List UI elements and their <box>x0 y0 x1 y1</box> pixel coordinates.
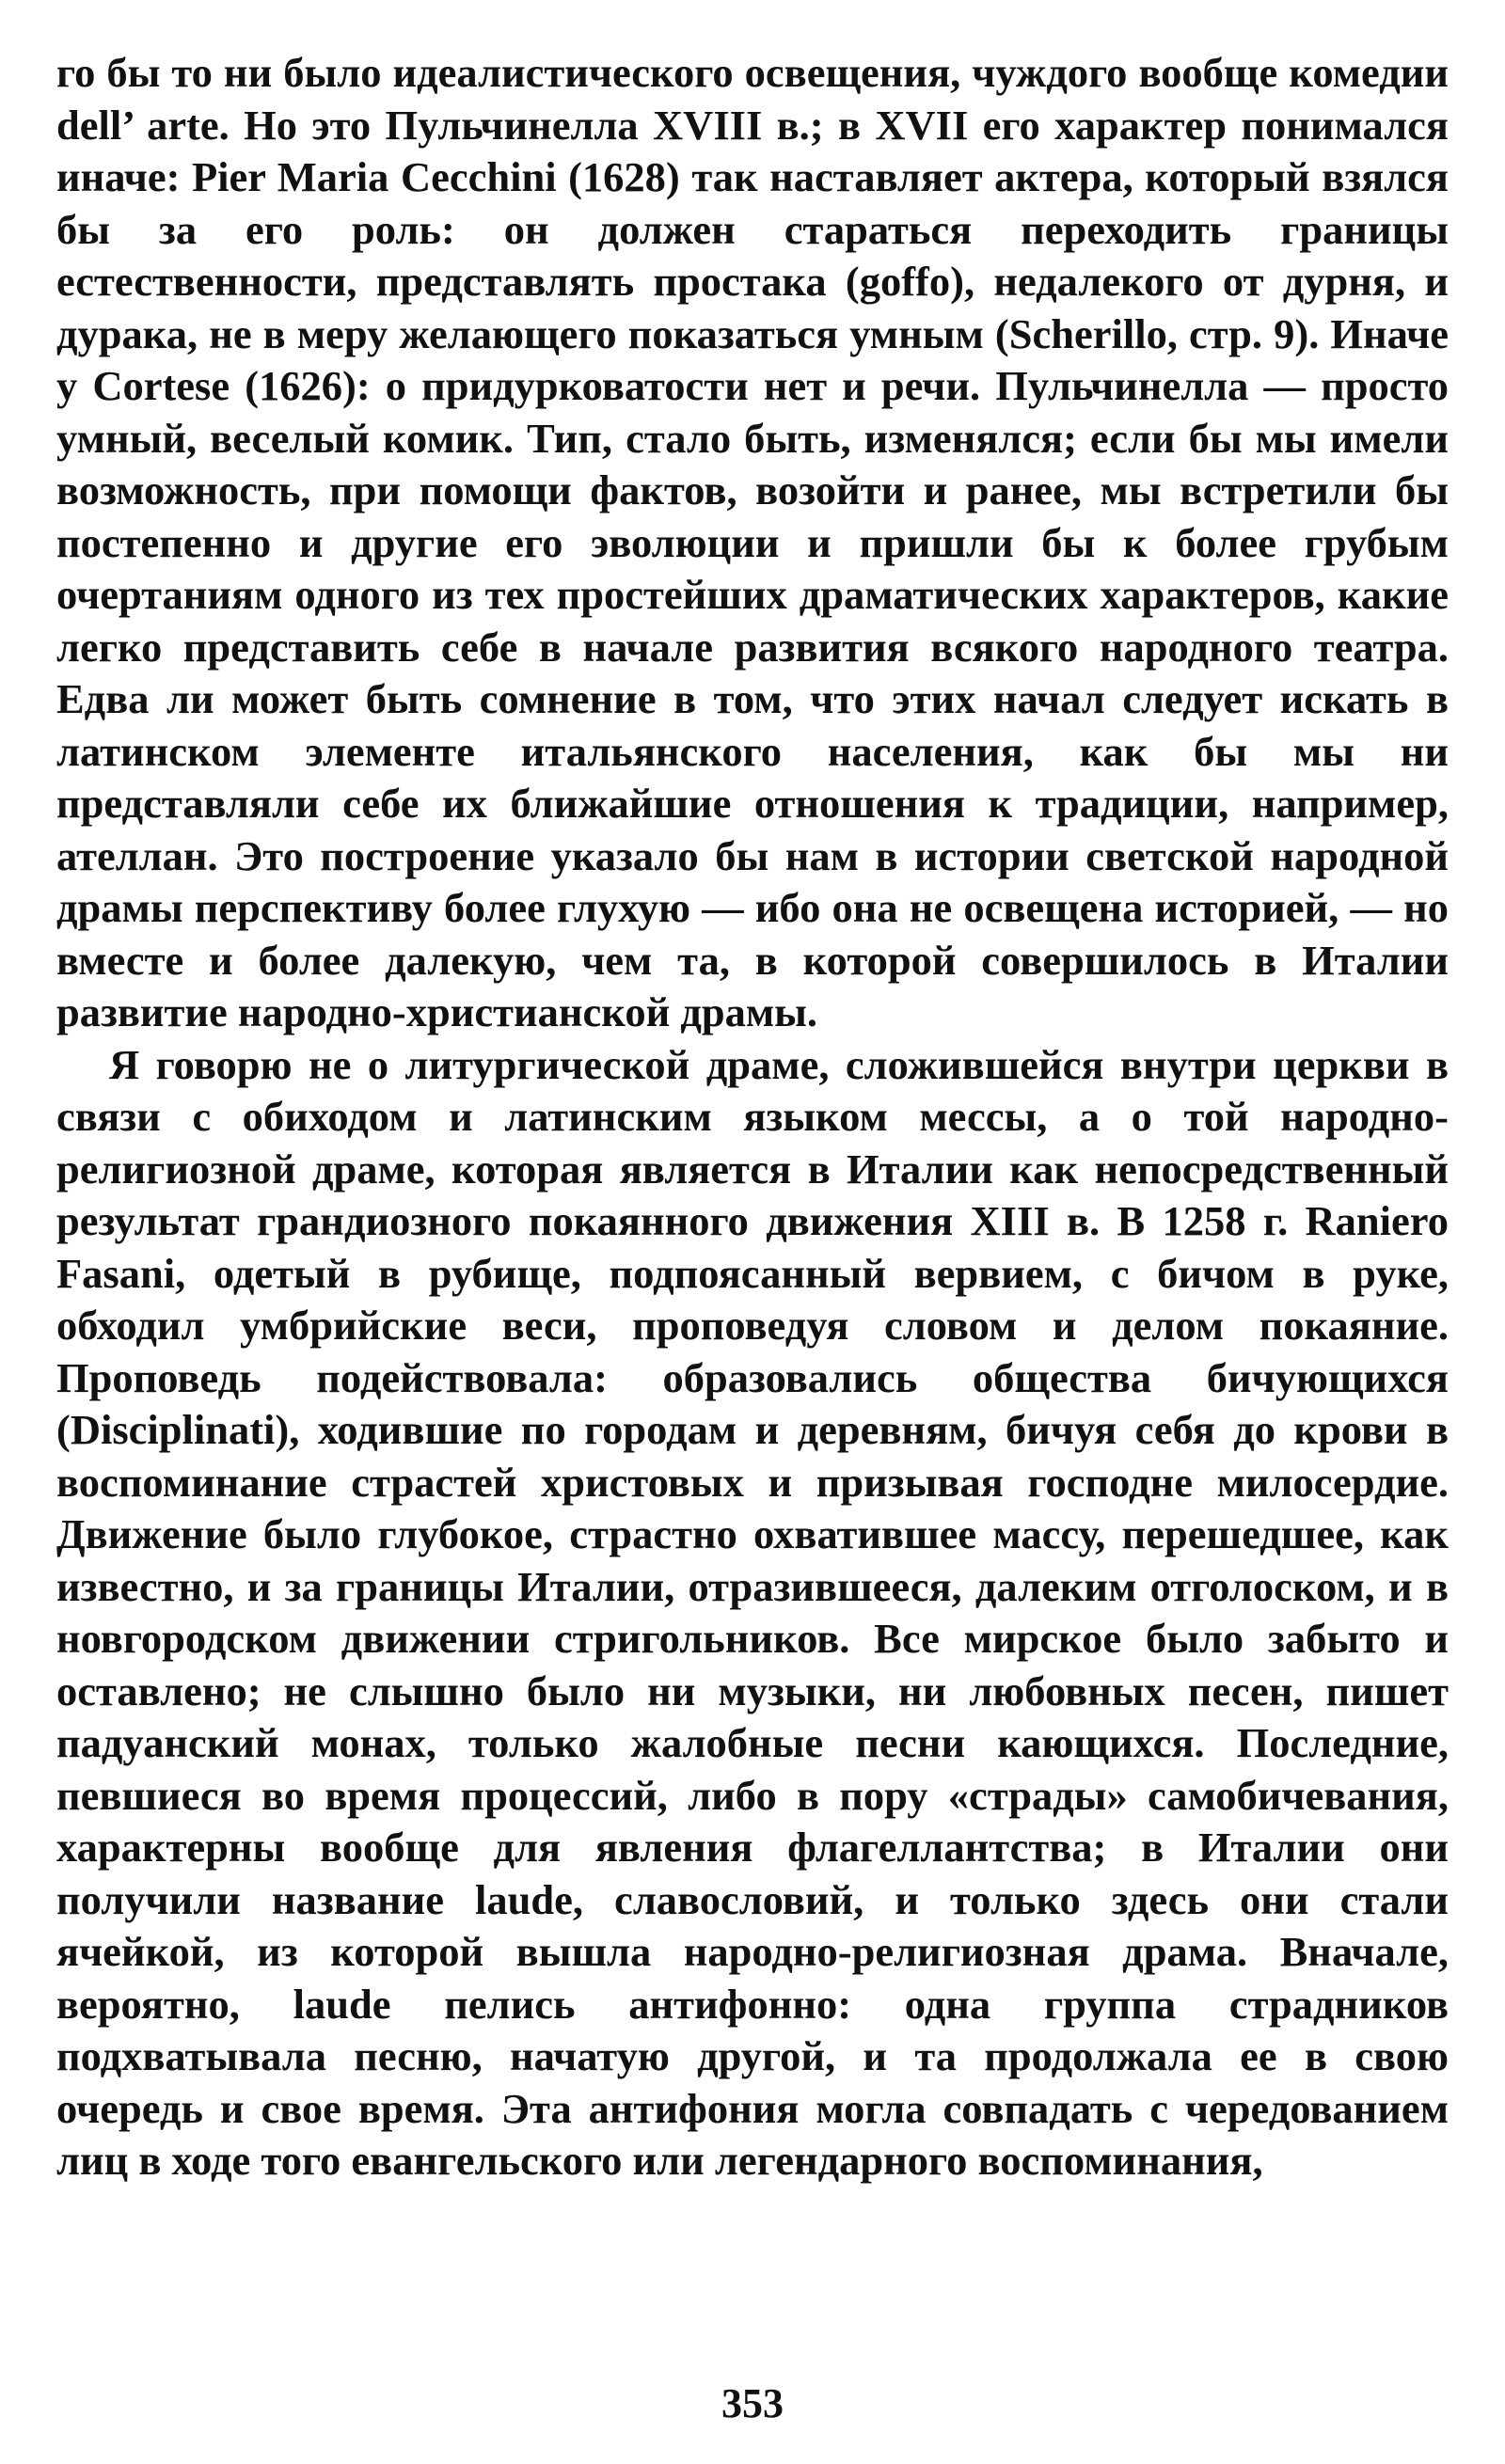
book-page <box>56 47 1449 2436</box>
paragraph-1: го бы то ни было идеалистического освещения, чуждого вообще комедии dell’ arte. Но это Пульчинелла XVIII в.; в XVII его характер понимался иначе: Pier Maria Cecchini (1628) так наставляет актера, который взялся бы за его роль: он должен стараться переходить границы естественности, представлять простака (goffo), недалекого от дурня, и дурака, не в меру желающего показаться умным (Scherillo, стр. 9). Иначе у Cortese (1626): о придурковатости нет и речи. Пульчинелла — просто умный, веселый комик. Тип, стало быть, изменялся; если бы мы имели возможность, при помощи фактов, возойти и ранее, мы встретили бы постепенно и другие его эволюции и пришли бы к более грубым очертаниям одного из тех простейших драматических характеров, какие легко представить себе в начале развития всякого народного театра. Едва ли может быть сомнение в том, что этих начал следует искать в латинском элементе итальянского населения, как бы мы ни представляли себе их ближайшие отношения к традиции, например, ателлан. Это построение указало бы нам в истории светской народной драмы перспективу более глухую — ибо она не освещена историей, — но вместе и более далекую, чем та, в которой совершилось в Италии развитие народно-христианской драмы. <box>56 49 1449 1035</box>
body-text <box>56 47 1449 2188</box>
paragraph-2: Я говорю не о литургической драме, сложившейся внутри церкви в связи с обиходом и латинским языком мессы, а о той народно-религиозной драме, которая является в Италии как непосредственный результат грандиозного покаянного движения XIII в. В 1258 г. Raniero Fasani, одетый в рубище, подпоясанный вервием, с бичом в руке, обходил умбрийские веси, проповедуя словом и делом покаяние. Проповедь подействовала: образовались общества бичующихся (Disciplinati), ходившие по городам и деревням, бичуя себя до крови в воспоминание страстей христовых и призывая господне милосердие. Движение было глубокое, страстно охватившее массу, перешедшее, как известно, и за границы Италии, отразившееся, далеким отголоском, и в новгородском движении стригольников. Все мирское было забыто и оставлено; не слышно было ни музыки, ни любовных песен, пишет падуанский монах, только жалобные песни кающихся. Последние, певшиеся во время процессий, либо в пору «страды» самобичевания, характерны вообще для явления флагеллантства; в Италии они получили название laude, славословий, и только здесь они стали ячейкой, из которой вышла народно-религиозная драма. Вначале, вероятно, laude пелись антифонно: одна группа страдников подхватывала песню, начатую другой, и та продолжала ее в свою очередь и свое время. Эта антифония могла совпадать с чередованием лиц в ходе того евангельского или легендарного воспоминания, <box>56 1040 1449 2184</box>
page-number: 353 <box>721 2380 784 2426</box>
